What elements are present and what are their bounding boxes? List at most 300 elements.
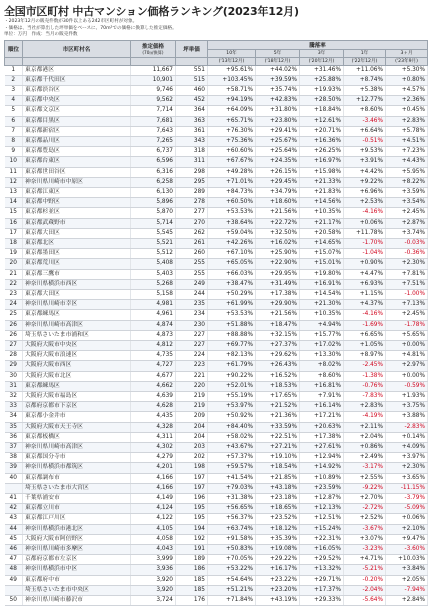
table-row [5, 504, 428, 514]
change-3m-cell: +2.30% [386, 259, 428, 269]
change-10y-cell: +42.26% [208, 238, 256, 248]
table-row [5, 259, 428, 269]
change-10y-cell: +59.04% [208, 228, 256, 238]
city-cell: 東京都国分寺市 [23, 453, 131, 463]
city-cell: 東京都江戸川区 [23, 514, 131, 524]
rank-cell: 7 [5, 126, 23, 136]
change-3m-cell: +4.81% [386, 351, 428, 361]
city-cell: 東京都調布市 [23, 473, 131, 483]
change-5y-cell: +22.72% [256, 218, 300, 228]
table-row [5, 218, 428, 228]
tsubo-cell: 278 [176, 198, 208, 208]
change-10y-cell: +65.71% [208, 116, 256, 126]
change-1y-cell: -4.19% [344, 412, 386, 422]
rank-cell: 15 [5, 208, 23, 218]
table-row [5, 147, 428, 157]
table-row [5, 473, 428, 483]
change-10y-cell: +57.37% [208, 453, 256, 463]
city-cell: 神奈川県川崎市幸区 [23, 300, 131, 310]
header-1y-label: 1年 [361, 51, 369, 56]
table-row [5, 177, 428, 187]
change-3y-cell: +17.02% [300, 340, 344, 350]
change-3y-cell: +20.63% [300, 422, 344, 432]
table-row [5, 208, 428, 218]
change-5y-cell: +19.08% [256, 545, 300, 555]
rank-cell: 10 [5, 157, 23, 167]
change-3m-cell: +3.84% [386, 565, 428, 575]
price-cell: 10,901 [131, 75, 176, 85]
tsubo-cell: 227 [176, 340, 208, 350]
change-1y-cell: +5.38% [344, 85, 386, 95]
table-row [5, 371, 428, 381]
change-10y-cell: +61.99% [208, 300, 256, 310]
change-1y-cell: -9.22% [344, 483, 386, 493]
rank-cell: 22 [5, 279, 23, 289]
change-1y-cell: +4.71% [344, 555, 386, 565]
change-3y-cell: +14.56% [300, 198, 344, 208]
table-row [5, 269, 428, 279]
tsubo-cell: 221 [176, 371, 208, 381]
change-5y-cell: +21.52% [256, 402, 300, 412]
tsubo-cell: 318 [176, 147, 208, 157]
change-5y-cell: +29.41% [256, 126, 300, 136]
change-5y-cell: +32.15% [256, 330, 300, 340]
change-10y-cell: +75.36% [208, 136, 256, 146]
table-row [5, 289, 428, 299]
price-cell: 5,870 [131, 208, 176, 218]
change-1y-cell: -5.64% [344, 596, 386, 606]
price-cell: 6,130 [131, 187, 176, 197]
change-3m-cell: -3.79% [386, 494, 428, 504]
rank-cell: 26 [5, 320, 23, 330]
rank-cell: 33 [5, 402, 23, 412]
change-3m-cell: +0.14% [386, 432, 428, 442]
change-3m-cell: -2.83% [386, 422, 428, 432]
header-blank [23, 57, 131, 65]
rank-cell: 11 [5, 167, 23, 177]
city-cell: 神奈川県川崎市高津区 [23, 443, 131, 453]
price-cell: 7,643 [131, 126, 176, 136]
change-3m-cell: +2.45% [386, 208, 428, 218]
change-3y-cell: +31.46% [300, 65, 344, 75]
change-1y-cell: +6.65% [344, 330, 386, 340]
header-blank [5, 57, 23, 65]
header-3y-label: 3年 [318, 51, 326, 56]
change-3y-cell: +15.98% [300, 167, 344, 177]
rank-cell: 2 [5, 75, 23, 85]
change-3y-cell: +12.87% [300, 494, 344, 504]
change-1y-cell: -0.76% [344, 381, 386, 391]
change-1y-cell: +0.86% [344, 443, 386, 453]
change-3m-cell: +0.80% [386, 75, 428, 85]
change-5y-cell: +26.43% [256, 361, 300, 371]
change-3y-cell: +26.25% [300, 147, 344, 157]
change-10y-cell: +51.21% [208, 585, 256, 595]
tsubo-cell: 343 [176, 136, 208, 146]
city-cell: 神奈川県横浜市西区 [23, 279, 131, 289]
change-3m-cell: +3.65% [386, 473, 428, 483]
tsubo-cell: 204 [176, 422, 208, 432]
table-row [5, 565, 428, 575]
city-cell: 東京都北区 [23, 238, 131, 248]
change-5y-cell: +18.53% [256, 381, 300, 391]
price-cell: 5,408 [131, 259, 176, 269]
page-title: 全国市区町村 中古マンション価格ランキング(2023年12月) [4, 3, 427, 19]
change-5y-cell: +18.60% [256, 198, 300, 208]
tsubo-cell: 298 [176, 167, 208, 177]
city-cell: 神奈川県横浜市都筑区 [23, 463, 131, 473]
price-cell: 3,999 [131, 555, 176, 565]
rank-cell: 35 [5, 422, 23, 432]
change-5y-cell: +31.80% [256, 106, 300, 116]
header-change-group: 騰落率 [208, 40, 428, 49]
price-cell: 4,311 [131, 432, 176, 442]
price-cell: 5,714 [131, 218, 176, 228]
change-3m-cell: +0.06% [386, 514, 428, 524]
city-cell: 東京都台東区 [23, 157, 131, 167]
change-1y-cell: -1.04% [344, 249, 386, 259]
change-3m-cell: +2.83% [386, 116, 428, 126]
change-3m-cell: +3.54% [386, 198, 428, 208]
table-row [5, 85, 428, 95]
change-3y-cell: +29.52% [300, 555, 344, 565]
change-3m-cell: +3.74% [386, 228, 428, 238]
change-3y-cell: +4.94% [300, 320, 344, 330]
city-cell: 神奈川県川崎市多摩区 [23, 545, 131, 555]
change-5y-cell: +23.22% [256, 575, 300, 585]
header-1y [344, 49, 386, 57]
header-5y-base: ('18年12月) [256, 57, 300, 65]
table-row [5, 361, 428, 371]
change-3y-cell: +22.31% [300, 534, 344, 544]
price-cell: 4,328 [131, 422, 176, 432]
change-1y-cell: +2.52% [344, 514, 386, 524]
change-5y-cell: +22.51% [256, 432, 300, 442]
table-row [5, 402, 428, 412]
change-1y-cell: +12.77% [344, 96, 386, 106]
header-3y [300, 49, 344, 57]
city-cell: 埼玉県さいたま市中央区 [23, 585, 131, 595]
price-cell: 6,596 [131, 157, 176, 167]
price-cell: 5,521 [131, 238, 176, 248]
city-cell: 大阪府大阪市西区 [23, 361, 131, 371]
change-3m-cell: +2.45% [386, 310, 428, 320]
change-5y-cell: +19.10% [256, 453, 300, 463]
change-5y-cell: +33.59% [256, 422, 300, 432]
change-3y-cell: +21.83% [300, 187, 344, 197]
change-10y-cell: +56.37% [208, 514, 256, 524]
change-10y-cell: +71.84% [208, 596, 256, 606]
rank-cell: 6 [5, 116, 23, 126]
rank-cell: 41 [5, 494, 23, 504]
city-cell: 東京都墨田区 [23, 249, 131, 259]
change-3y-cell: +28.50% [300, 96, 344, 106]
table-row [5, 310, 428, 320]
change-3y-cell: +29.33% [300, 596, 344, 606]
city-cell: 東京都品川区 [23, 136, 131, 146]
rank-cell: 46 [5, 545, 23, 555]
change-5y-cell: +27.21% [256, 443, 300, 453]
table-row [5, 228, 428, 238]
change-3y-cell: +8.02% [300, 361, 344, 371]
change-10y-cell: +88.88% [208, 330, 256, 340]
price-cell: 11,667 [131, 65, 176, 75]
change-1y-cell: +11.06% [344, 65, 386, 75]
rank-cell: 40 [5, 473, 23, 483]
change-1y-cell: +4.37% [344, 300, 386, 310]
city-cell: 神奈川県横浜市中区 [23, 565, 131, 575]
change-5y-cell: +25.64% [256, 147, 300, 157]
tsubo-cell: 197 [176, 473, 208, 483]
change-10y-cell: +51.88% [208, 320, 256, 330]
rank-cell: 48 [5, 565, 23, 575]
tsubo-cell: 235 [176, 300, 208, 310]
tsubo-cell: 195 [176, 514, 208, 524]
change-10y-cell: +50.29% [208, 289, 256, 299]
table-row [5, 249, 428, 259]
tsubo-cell: 209 [176, 412, 208, 422]
change-3m-cell: +7.81% [386, 269, 428, 279]
change-3m-cell: +7.13% [386, 300, 428, 310]
city-cell: 東京都三鷹市 [23, 269, 131, 279]
price-cell: 5,158 [131, 289, 176, 299]
table-row [5, 75, 428, 85]
change-5y-cell: +24.35% [256, 157, 300, 167]
change-5y-cell: +16.02% [256, 238, 300, 248]
change-3m-cell: -1.00% [386, 289, 428, 299]
change-3y-cell: +14.65% [300, 238, 344, 248]
change-1y-cell: +9.22% [344, 177, 386, 187]
rank-cell: 25 [5, 310, 23, 320]
change-1y-cell: -3.23% [344, 545, 386, 555]
change-10y-cell: +58.71% [208, 85, 256, 95]
change-3y-cell: +17.38% [300, 432, 344, 442]
change-3m-cell: -7.94% [386, 585, 428, 595]
change-3m-cell: +5.95% [386, 167, 428, 177]
change-1y-cell: +0.06% [344, 218, 386, 228]
change-1y-cell: +2.55% [344, 473, 386, 483]
header-10y-label: 10年 [226, 51, 236, 56]
city-cell: 大阪府大阪市北区 [23, 371, 131, 381]
table-row [5, 443, 428, 453]
change-3y-cell: +15.07% [300, 249, 344, 259]
change-3y-cell: +17.37% [300, 585, 344, 595]
change-3m-cell: -11.15% [386, 483, 428, 493]
rank-cell: 8 [5, 136, 23, 146]
price-cell: 4,874 [131, 320, 176, 330]
change-5y-cell: +43.18% [256, 483, 300, 493]
city-cell: 東京都千代田区 [23, 75, 131, 85]
city-cell: 東京都渋谷区 [23, 85, 131, 95]
rank-cell: 1 [5, 65, 23, 75]
rank-cell: 13 [5, 187, 23, 197]
price-cell: 9,746 [131, 85, 176, 95]
change-3m-cell: +0.00% [386, 340, 428, 350]
city-cell: 東京都大田区 [23, 228, 131, 238]
change-5y-cell: +18.65% [256, 504, 300, 514]
note-line: ・価格は、当社が算出した坪単価をベースに、70m²での価格に換算した推定価格。 [4, 26, 427, 33]
price-cell: 4,677 [131, 371, 176, 381]
change-5y-cell: +18.12% [256, 524, 300, 534]
price-cell: 4,043 [131, 545, 176, 555]
city-cell: 大阪府大阪市天王寺区 [23, 422, 131, 432]
table-row [5, 555, 428, 565]
change-1y-cell: -5.21% [344, 565, 386, 575]
change-3y-cell: +20.58% [300, 228, 344, 238]
header-3m [386, 49, 428, 57]
change-3m-cell: +0.45% [386, 106, 428, 116]
change-10y-cell: +60.60% [208, 147, 256, 157]
change-3y-cell: +15.24% [300, 524, 344, 534]
change-1y-cell: +1.15% [344, 289, 386, 299]
change-5y-cell: +23.52% [256, 514, 300, 524]
change-1y-cell: +9.53% [344, 147, 386, 157]
city-cell: 神奈川県川崎市高津区 [23, 320, 131, 330]
price-cell: 3,724 [131, 596, 176, 606]
table-row [5, 392, 428, 402]
tsubo-cell: 185 [176, 585, 208, 595]
change-1y-cell: +2.83% [344, 402, 386, 412]
change-1y-cell: +3.91% [344, 157, 386, 167]
tsubo-cell: 255 [176, 259, 208, 269]
change-1y-cell: +4.47% [344, 269, 386, 279]
table-row [5, 187, 428, 197]
change-10y-cell: +65.05% [208, 259, 256, 269]
rank-cell: 31 [5, 381, 23, 391]
tsubo-cell: 202 [176, 453, 208, 463]
header-3m-base: ('23年9月) [386, 57, 428, 65]
tsubo-cell: 195 [176, 504, 208, 514]
tsubo-cell: 460 [176, 85, 208, 95]
change-3y-cell: +16.97% [300, 157, 344, 167]
table-row [5, 96, 428, 106]
city-cell: 大阪府大阪市阿倍野区 [23, 534, 131, 544]
change-5y-cell: +22.90% [256, 259, 300, 269]
price-cell: 4,628 [131, 402, 176, 412]
rank-cell: 37 [5, 443, 23, 453]
rank-cell: 32 [5, 392, 23, 402]
rank-cell: 39 [5, 463, 23, 473]
change-5y-cell: +39.59% [256, 75, 300, 85]
tsubo-cell: 230 [176, 320, 208, 330]
tsubo-cell: 244 [176, 289, 208, 299]
city-cell: 東京都文京区 [23, 106, 131, 116]
city-cell: 京都府京都市下京区 [23, 402, 131, 412]
rank-cell: 23 [5, 289, 23, 299]
price-cell: 4,058 [131, 534, 176, 544]
change-1y-cell: +2.11% [344, 422, 386, 432]
change-5y-cell: +16.52% [256, 371, 300, 381]
change-10y-cell: +61.79% [208, 361, 256, 371]
change-10y-cell: +76.30% [208, 126, 256, 136]
city-cell: 東京都板橋区 [23, 432, 131, 442]
price-cell: 4,435 [131, 412, 176, 422]
city-cell: 神奈川県横浜市港北区 [23, 524, 131, 534]
table-row [5, 545, 428, 555]
tsubo-cell: 262 [176, 228, 208, 238]
city-cell: 東京都豊島区 [23, 147, 131, 157]
price-cell: 4,639 [131, 392, 176, 402]
tsubo-cell: 260 [176, 249, 208, 259]
city-cell: 東京都新宿区 [23, 126, 131, 136]
change-3m-cell: +3.97% [386, 453, 428, 463]
tsubo-cell: 452 [176, 96, 208, 106]
price-cell: 4,124 [131, 504, 176, 514]
city-cell: 東京都中野区 [23, 198, 131, 208]
change-3y-cell: +12.13% [300, 504, 344, 514]
tsubo-cell: 223 [176, 361, 208, 371]
change-3m-cell: +3.88% [386, 412, 428, 422]
header-10y [208, 49, 256, 57]
change-3m-cell: +2.30% [386, 463, 428, 473]
change-3y-cell: +15.77% [300, 330, 344, 340]
rank-cell: 29 [5, 361, 23, 371]
change-1y-cell: -1.38% [344, 371, 386, 381]
price-cell: 3,936 [131, 565, 176, 575]
header-1y-base: ('22年12月) [344, 57, 386, 65]
change-3y-cell: +16.36% [300, 136, 344, 146]
change-5y-cell: +25.90% [256, 249, 300, 259]
tsubo-cell: 192 [176, 534, 208, 544]
tsubo-cell: 220 [176, 381, 208, 391]
change-1y-cell: -4.16% [344, 208, 386, 218]
tsubo-cell: 194 [176, 524, 208, 534]
rank-cell [5, 483, 23, 493]
price-cell: 5,403 [131, 269, 176, 279]
rank-cell: 26 [5, 330, 23, 340]
change-10y-cell: +53.53% [208, 208, 256, 218]
table-row [5, 422, 428, 432]
price-cell: 4,122 [131, 514, 176, 524]
rank-cell: 44 [5, 524, 23, 534]
change-5y-cell: +23.80% [256, 116, 300, 126]
table-row [5, 198, 428, 208]
change-3y-cell: +21.17% [300, 218, 344, 228]
change-5y-cell: +23.18% [256, 494, 300, 504]
change-10y-cell: +82.13% [208, 351, 256, 361]
tsubo-cell: 270 [176, 218, 208, 228]
price-cell: 4,812 [131, 340, 176, 350]
table-row [5, 340, 428, 350]
price-cell: 4,735 [131, 351, 176, 361]
change-3y-cell: +8.60% [300, 371, 344, 381]
city-cell: 東京都目黒区 [23, 116, 131, 126]
change-5y-cell: +16.17% [256, 565, 300, 575]
change-10y-cell: +43.67% [208, 443, 256, 453]
change-3m-cell: +5.78% [386, 126, 428, 136]
table-row [5, 514, 428, 524]
price-cell: 6,316 [131, 167, 176, 177]
header-price-sub: (70㎡換算) [131, 50, 175, 56]
tsubo-cell: 203 [176, 443, 208, 453]
city-cell: 東京都荒川区 [23, 259, 131, 269]
change-3m-cell: +8.22% [386, 177, 428, 187]
header-10y-base: ('13年12月) [208, 57, 256, 65]
tsubo-cell: 186 [176, 565, 208, 575]
table-row [5, 320, 428, 330]
change-1y-cell: +8.74% [344, 75, 386, 85]
change-1y-cell: +4.42% [344, 167, 386, 177]
change-3y-cell: +17.21% [300, 412, 344, 422]
tsubo-cell: 185 [176, 575, 208, 585]
change-10y-cell: +63.74% [208, 524, 256, 534]
change-5y-cell: +25.67% [256, 136, 300, 146]
rank-cell: 42 [5, 504, 23, 514]
rank-cell: 50 [5, 596, 23, 606]
table-row [5, 463, 428, 473]
table-row [5, 167, 428, 177]
change-1y-cell: +2.70% [344, 494, 386, 504]
